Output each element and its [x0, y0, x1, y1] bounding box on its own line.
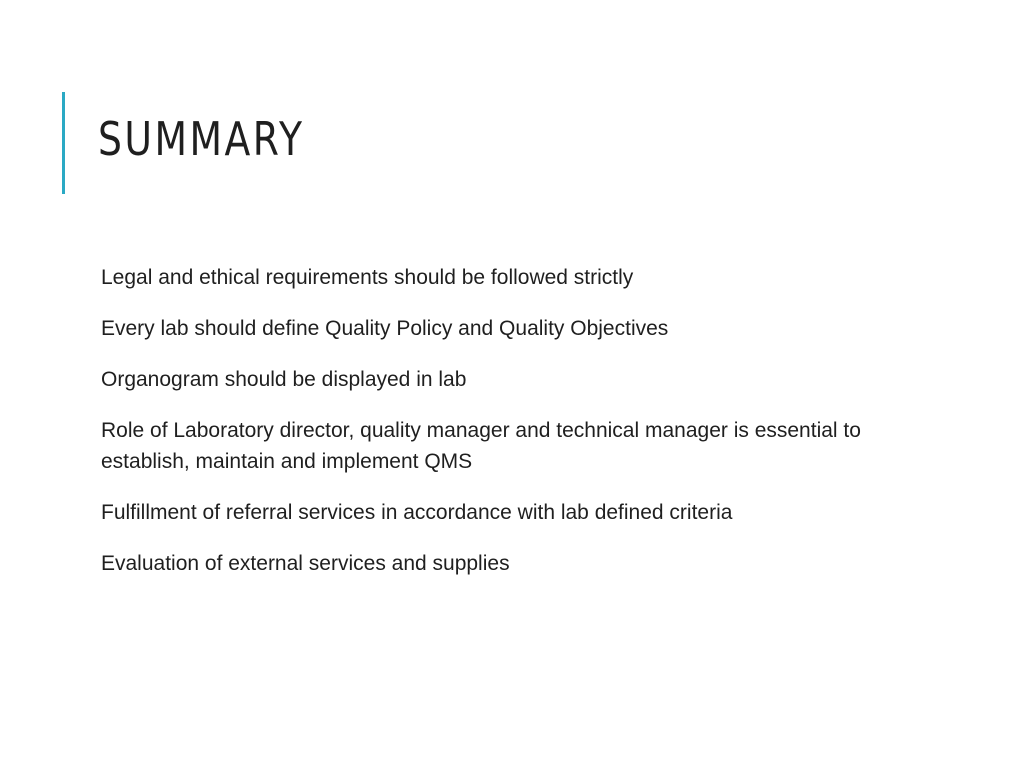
bullet-item-organogram: Organogram should be displayed in lab: [101, 368, 467, 391]
bullet-item-legal-ethical: Legal and ethical requirements should be followed strictly: [101, 266, 634, 289]
bullet-list: [101, 262, 901, 599]
bullet-item-referral-services: Fulfillment of referral services in accordance with lab defined criteria: [101, 501, 733, 524]
bullet-item-roles: Role of Laboratory director, quality manager and technical manager is essential to establish, maintain and implement QMS: [101, 419, 861, 473]
slide-title: SUMMARY: [98, 112, 305, 166]
bullet-item-external-services: Evaluation of external services and supplies: [101, 552, 510, 575]
title-accent-bar: [62, 92, 65, 194]
bullet-item-quality-policy: Every lab should define Quality Policy and Quality Objectives: [101, 317, 669, 340]
